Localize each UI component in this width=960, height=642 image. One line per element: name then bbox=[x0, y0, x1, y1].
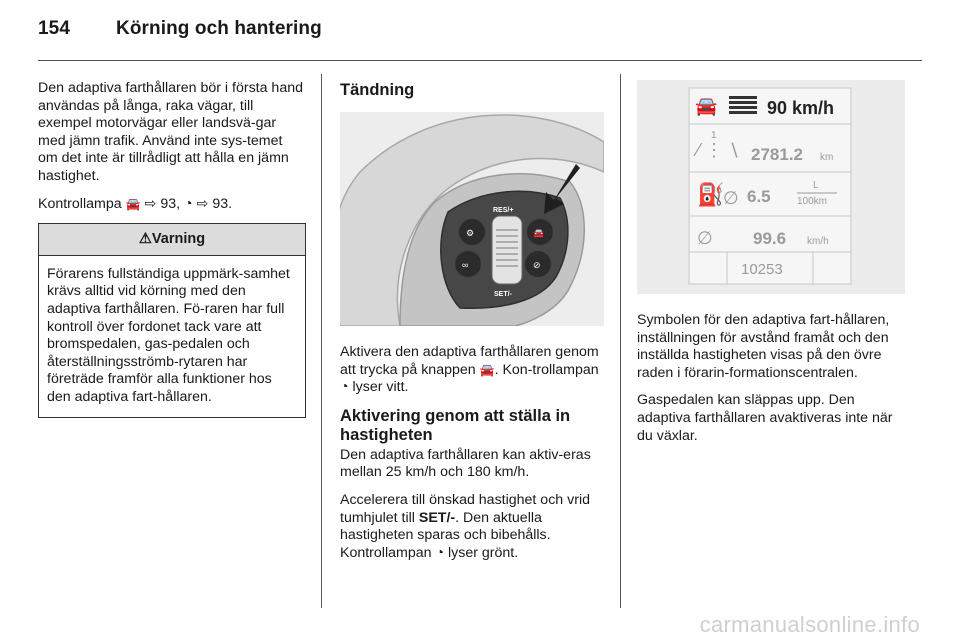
warning-icon: ⚠ bbox=[138, 231, 152, 248]
indicator-label: Kontrollampa bbox=[38, 195, 122, 212]
car-distance-icon: 🚘 bbox=[695, 96, 718, 116]
column-1 bbox=[38, 80, 306, 418]
header-rule bbox=[38, 60, 922, 61]
speed-range-paragraph: Den adaptiva farthållaren kan aktiv-eras mellan 25 km/h och 180 km/h. bbox=[340, 446, 591, 481]
warning-title: Varning bbox=[151, 231, 206, 248]
page-header bbox=[38, 18, 322, 40]
consumption-value: 6.5 bbox=[747, 187, 771, 206]
set-button-label: SET/- bbox=[418, 509, 456, 526]
column-divider-2 bbox=[620, 74, 621, 608]
column-divider-1 bbox=[321, 74, 322, 608]
distance-button-icon: 🚘 bbox=[479, 362, 495, 377]
average-icon: ∅ bbox=[697, 228, 713, 248]
average-icon: ∅ bbox=[723, 188, 739, 208]
steering-wheel-illustration bbox=[340, 112, 604, 326]
display-paragraph: Symbolen för den adaptiva fart-hållaren, inställningen för avstånd framåt och den inställda hastigheten visas på den övre raden i förarin-formationscentralen. bbox=[637, 312, 890, 381]
watermark: carmanualsonline.info bbox=[699, 612, 920, 637]
set-label: SET/- bbox=[494, 291, 512, 298]
indicator-ref2: 93. bbox=[212, 195, 233, 212]
res-label: RES/+ bbox=[493, 207, 514, 214]
page-number: 154 bbox=[38, 18, 71, 39]
car-icon: 🚘 bbox=[125, 196, 141, 211]
warning-text: Förarens fullständiga uppmärk-samhet krävs alltid vid körning med den adaptiva farthållaren. Fö-raren har full kontroll över fordonet tack vare att bromspedalen, gas-pedalen och återställningsströmb-rytaren har företräde framför alla funktioner hos den adaptiva fart-hållaren. bbox=[47, 265, 290, 405]
steering-wheel-svg bbox=[340, 112, 604, 326]
average-speed-value: 99.6 bbox=[753, 229, 787, 248]
section-heading: Tändning bbox=[340, 81, 415, 99]
column-2 bbox=[340, 80, 604, 572]
svg-text:⊘: ⊘ bbox=[533, 260, 541, 270]
warning-box bbox=[38, 223, 306, 417]
ref-arrow-icon: ⇨ bbox=[196, 195, 209, 212]
subheading: Aktivering genom att ställa in hastigheten bbox=[340, 406, 571, 444]
consumption-unit-top: L bbox=[813, 180, 819, 191]
cruise-control-icon: ◔ bbox=[435, 544, 445, 561]
svg-text:∞: ∞ bbox=[462, 260, 469, 270]
indicator-paragraph bbox=[38, 196, 306, 214]
page-title: Körning och hantering bbox=[116, 18, 322, 39]
fuel-pump-icon: ⛽ bbox=[697, 182, 725, 207]
odometer-value: 10253 bbox=[741, 261, 783, 278]
column-3 bbox=[637, 80, 905, 455]
consumption-unit-bottom: 100km bbox=[797, 196, 828, 207]
warning-header bbox=[39, 224, 305, 256]
ref-arrow-icon: ⇨ bbox=[144, 195, 157, 212]
cruise-control-icon: ◔ bbox=[340, 379, 349, 396]
activate-paragraph: Aktivera den adaptiva farthållaren genom att trycka på knappen 🚘. Kon-trollampan ◔ lyser vitt. bbox=[340, 344, 599, 396]
cruise-control-icon: ◔ bbox=[184, 195, 193, 212]
intro-paragraph: Den adaptiva farthållaren bör i första hand användas på långa, raka vägar, till exempel motorvägar eller landsvä-gar med jämn trafik. Använd inte sys-temet om det inte är tillrådligt att hålla en jämn hastighet. bbox=[38, 80, 303, 184]
driver-info-display-illustration bbox=[637, 80, 905, 294]
trip-unit: km bbox=[820, 152, 834, 163]
set-speed: 90 km/h bbox=[767, 98, 835, 118]
trip-value: 2781.2 bbox=[751, 145, 803, 164]
road-icon: ⁄ ⋮ ∖ bbox=[697, 140, 740, 160]
svg-text:⚙: ⚙ bbox=[466, 228, 475, 238]
indicator-ref1: 93, bbox=[160, 195, 181, 212]
release-pedal-paragraph: Gaspedalen kan släppas upp. Den adaptiva farthållaren avaktiveras inte när du växlar. bbox=[637, 392, 893, 444]
svg-text:🚘: 🚘 bbox=[533, 228, 545, 238]
trip-index: 1 bbox=[711, 130, 717, 141]
average-speed-unit: km/h bbox=[807, 236, 829, 247]
dic-svg bbox=[637, 80, 905, 294]
set-speed-paragraph: Accelerera till önskad hastighet och vrid tumhjulet till SET/-. Den aktuella hastigheten sparas och bibehålls. Kontrollampan ◔ lyser grönt. bbox=[340, 491, 590, 561]
